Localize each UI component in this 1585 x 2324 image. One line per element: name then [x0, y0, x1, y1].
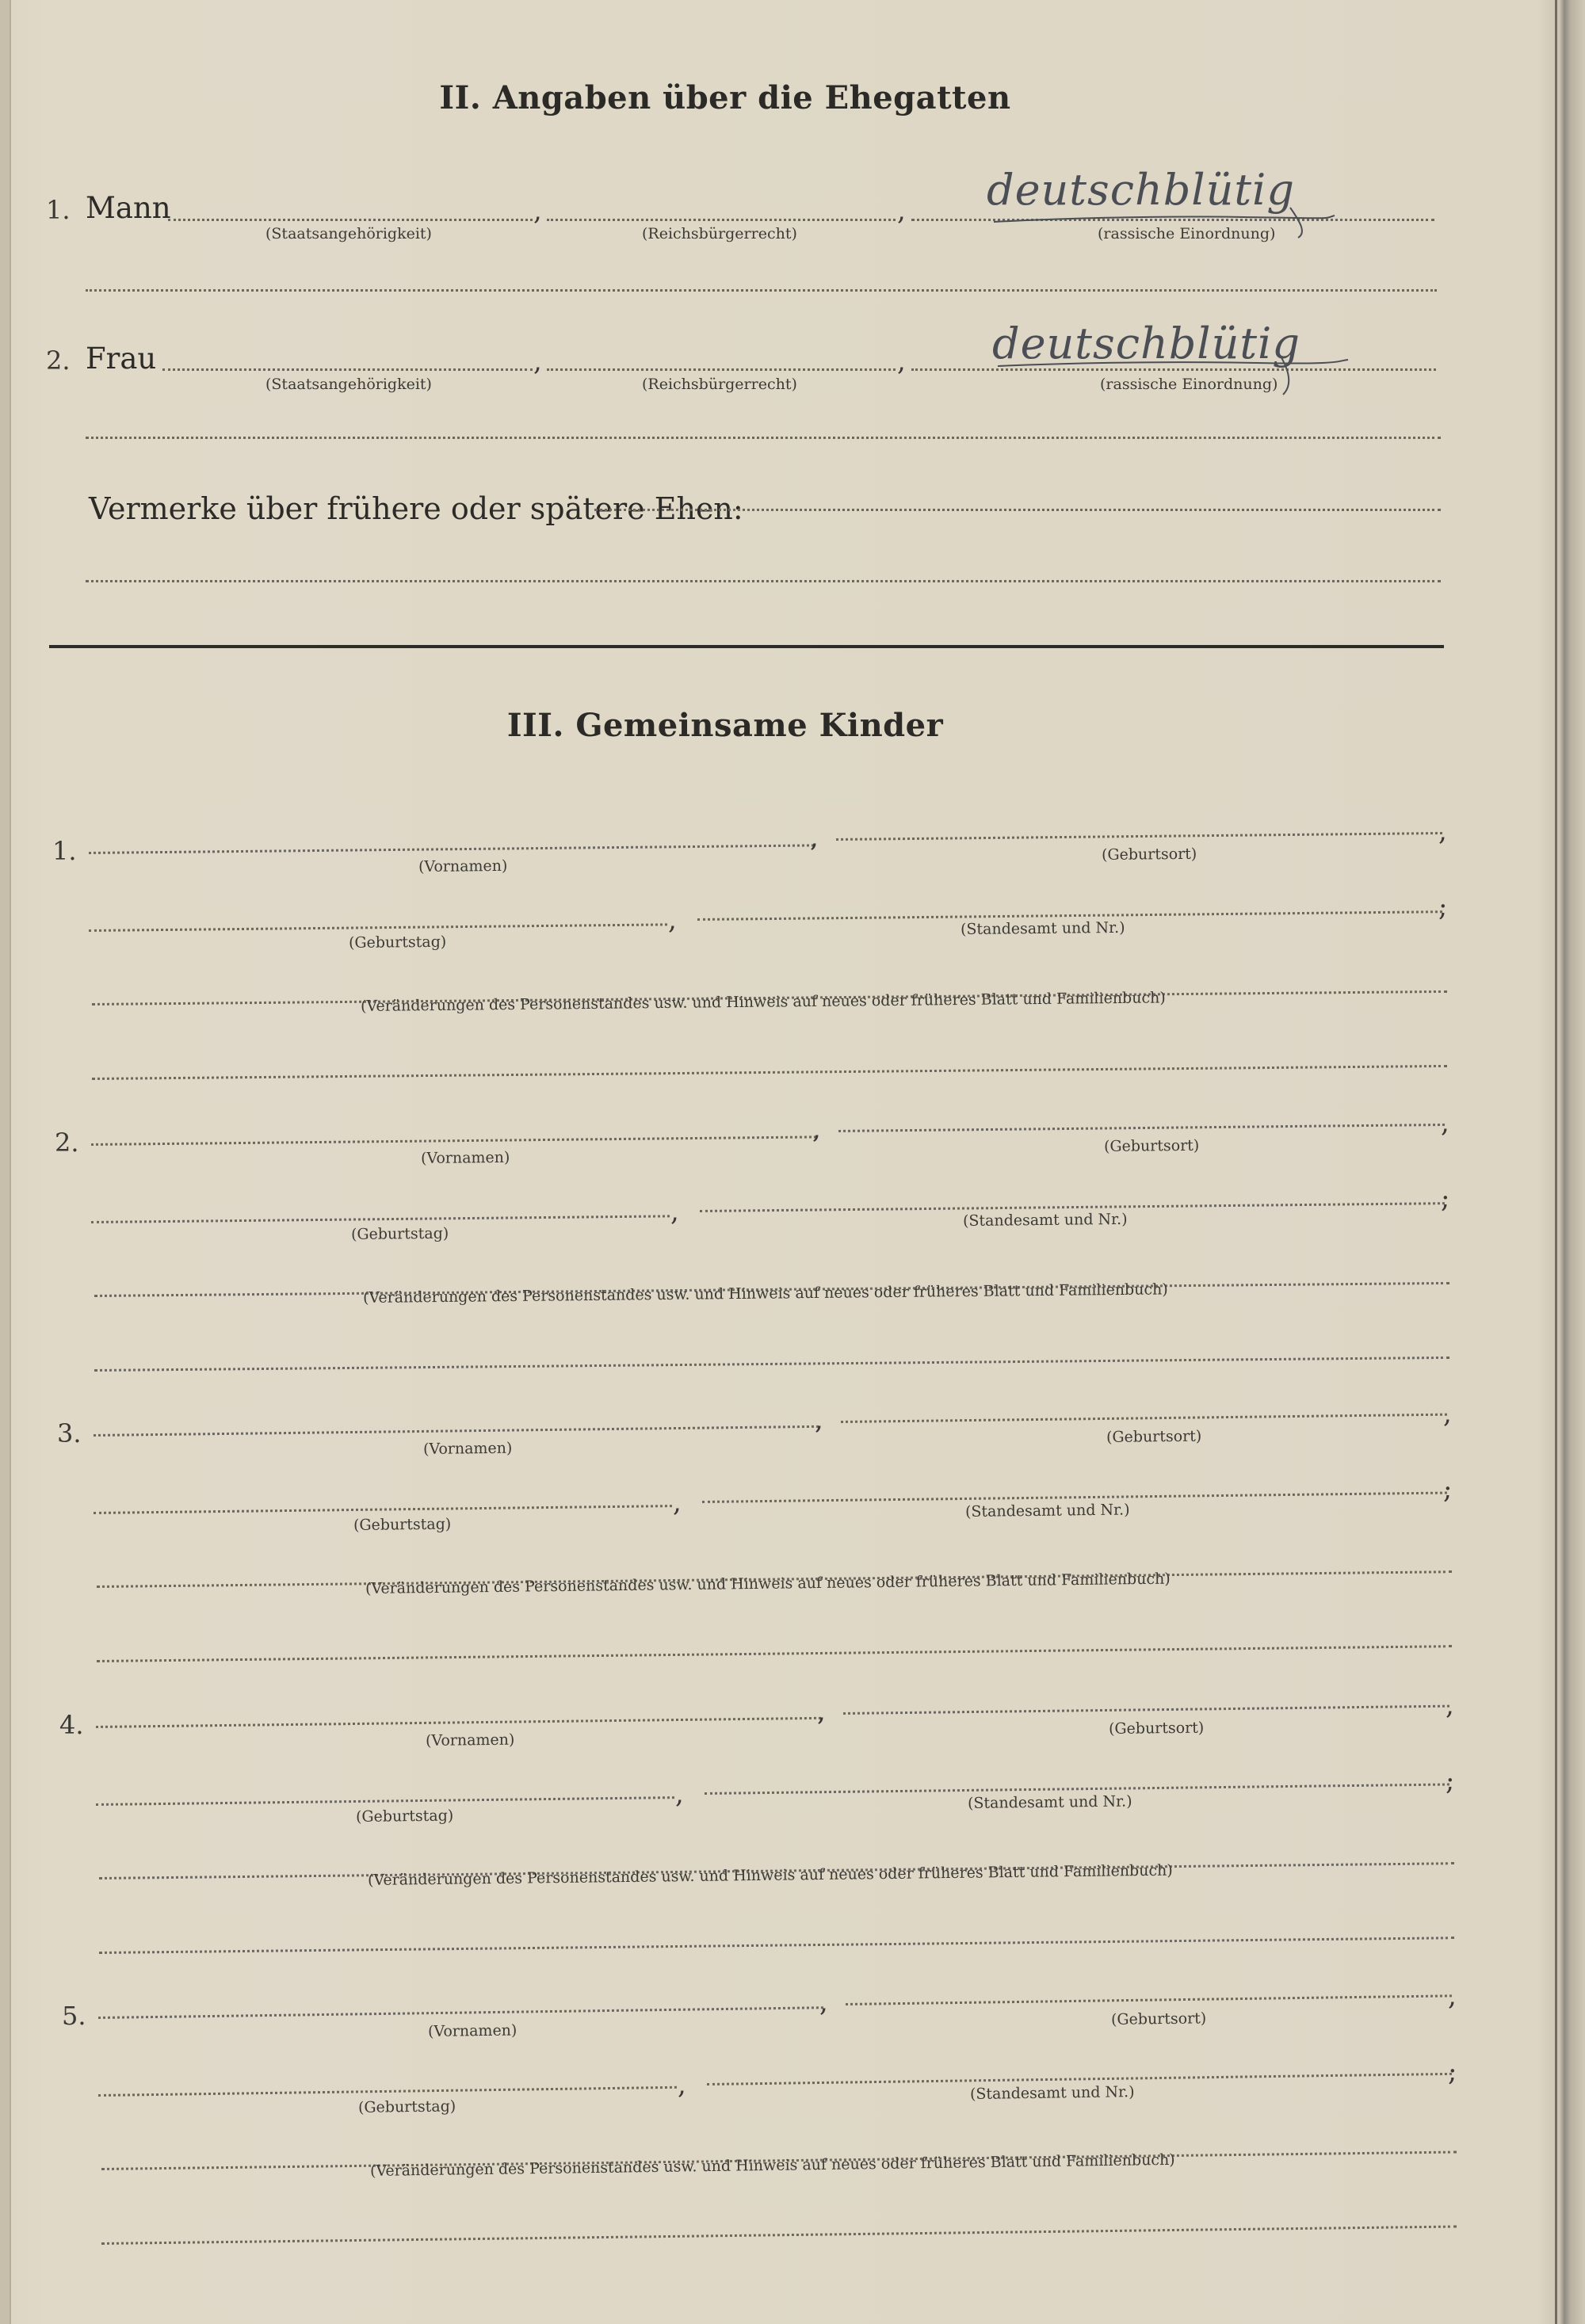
child-number: 2. [55, 1128, 79, 1158]
comma: , [897, 345, 906, 377]
child-changes-line-2[interactable] [92, 1065, 1447, 1080]
comma: , [810, 822, 819, 853]
caption-birthday: (Geburtstag) [353, 1515, 452, 1534]
spouse-2-number: 2. [46, 345, 71, 376]
semicolon: ; [1448, 2056, 1457, 2088]
spouse-1-reich-field[interactable] [547, 219, 896, 221]
remarks-field[interactable] [594, 509, 1441, 511]
child-birthplace-field[interactable] [846, 1994, 1452, 2005]
caption-registry: (Standesamt und Nr.) [969, 2083, 1135, 2103]
spouse-2-racial-value: deutschblütig [992, 319, 1300, 368]
spouse-2-reich-field[interactable] [547, 368, 896, 371]
caption-given-names: (Vornamen) [427, 2021, 518, 2040]
child-number: 1. [52, 836, 77, 866]
caption-racial: (rassische Einordnung) [1098, 225, 1276, 242]
spouse-2-citizenship-field[interactable] [162, 368, 533, 371]
comma: , [678, 2069, 686, 2101]
caption-registry: (Standesamt und Nr.) [960, 918, 1125, 938]
comma: , [1443, 1398, 1452, 1429]
child-changes-line-2[interactable] [99, 1937, 1454, 1954]
spouse-2-extra-line[interactable] [86, 437, 1441, 439]
caption-birthplace: (Geburtsort) [1110, 2009, 1207, 2028]
caption-birthplace: (Geburtsort) [1101, 845, 1197, 864]
comma: , [1446, 1689, 1454, 1721]
spouse-2-label: Frau [86, 342, 157, 376]
comma: , [1441, 1107, 1449, 1139]
caption-birthplace: (Geburtsort) [1106, 1427, 1202, 1446]
caption-changes: (Veränderungen des Personenstandes usw. und Hinweis auf neues oder früheres Blatt und Familienbuch) [362, 1280, 1168, 1307]
caption-birthday: (Geburtstag) [355, 1807, 454, 1826]
comma: , [670, 1196, 679, 1227]
caption-reich: (Reichsbürgerrecht) [642, 376, 797, 393]
caption-given-names: (Vornamen) [425, 1731, 515, 1750]
comma: , [533, 195, 542, 227]
comma: , [812, 1113, 821, 1145]
comma: , [819, 1986, 828, 2018]
spouse-1-label: Mann [86, 191, 171, 225]
comma: , [675, 1778, 684, 1810]
child-birthday-field[interactable] [89, 923, 667, 932]
semicolon: ; [1438, 891, 1448, 923]
caption-citizenship: (Staatsangehörigkeit) [265, 225, 432, 242]
binding-spine [0, 0, 11, 2324]
child-number: 4. [59, 1710, 84, 1740]
caption-birthplace: (Geburtsort) [1108, 1719, 1205, 1738]
caption-given-names: (Vornamen) [418, 857, 508, 876]
semicolon: ; [1446, 1765, 1455, 1797]
caption-given-names: (Vornamen) [422, 1439, 513, 1458]
child-given-names-field[interactable] [98, 2006, 823, 2019]
caption-changes: (Veränderungen des Personenstandes usw. und Hinweis auf neues oder früheres Blatt und Familienbuch) [365, 1570, 1171, 1597]
child-birthday-field[interactable] [96, 1796, 674, 1806]
child-birthplace-field[interactable] [838, 1124, 1445, 1132]
comma: , [1438, 815, 1447, 847]
section-divider [49, 645, 1444, 648]
child-birthday-field[interactable] [98, 2086, 677, 2097]
page-edge [1555, 0, 1557, 2324]
caption-racial: (rassische Einordnung) [1100, 376, 1278, 393]
spouse-1-racial-value: deutschblütig [987, 165, 1295, 215]
comma: , [1448, 1980, 1457, 2012]
caption-registry: (Standesamt und Nr.) [964, 1501, 1130, 1521]
child-given-names-field[interactable] [94, 1425, 819, 1437]
child-changes-line-2[interactable] [97, 1645, 1452, 1662]
caption-birthday: (Geburtstag) [357, 2097, 456, 2116]
caption-given-names: (Vornamen) [420, 1148, 510, 1167]
comma: , [817, 1696, 826, 1727]
spouse-1-extra-line[interactable] [86, 289, 1437, 292]
child-birthplace-field[interactable] [836, 832, 1442, 841]
caption-birthday: (Geburtstag) [348, 933, 447, 952]
comma: , [673, 1486, 682, 1518]
comma: , [668, 904, 677, 936]
child-birthday-field[interactable] [91, 1215, 670, 1223]
remarks-line-2[interactable] [86, 580, 1441, 582]
remarks-label: Vermerke über frühere oder spätere Ehen: [89, 491, 743, 526]
caption-reich: (Reichsbürgerrecht) [642, 225, 797, 242]
caption-changes: (Veränderungen des Personenstandes usw. und Hinweis auf neues oder früheres Blatt und Familienbuch) [360, 989, 1166, 1015]
caption-registry: (Standesamt und Nr.) [962, 1210, 1128, 1230]
spouse-1-number: 1. [46, 195, 71, 225]
caption-changes: (Veränderungen des Personenstandes usw. und Hinweis auf neues oder früheres Blatt und Familienbuch) [367, 1861, 1173, 1889]
caption-changes: (Veränderungen des Personenstandes usw. und Hinweis auf neues oder früheres Blatt und Familienbuch) [369, 2150, 1175, 2180]
child-changes-line-2[interactable] [94, 1357, 1449, 1372]
child-birthplace-field[interactable] [843, 1705, 1449, 1715]
spouse-1-citizenship-field[interactable] [168, 219, 533, 221]
section-3-heading: III. Gemeinsame Kinder [506, 707, 944, 744]
semicolon: ; [1441, 1183, 1450, 1215]
child-changes-line-2[interactable] [101, 2226, 1457, 2245]
child-given-names-field[interactable] [96, 1717, 821, 1728]
child-number: 3. [57, 1418, 82, 1448]
semicolon: ; [1443, 1474, 1453, 1505]
caption-citizenship: (Staatsangehörigkeit) [265, 376, 432, 393]
child-given-names-field[interactable] [91, 1135, 816, 1146]
caption-registry: (Standesamt und Nr.) [967, 1792, 1132, 1812]
caption-birthplace: (Geburtsort) [1103, 1136, 1200, 1155]
comma: , [533, 345, 542, 377]
child-birthday-field[interactable] [94, 1505, 672, 1514]
comma: , [897, 195, 906, 227]
child-birthplace-field[interactable] [841, 1414, 1447, 1423]
comma: , [815, 1404, 823, 1436]
section-2-heading: II. Angaben über die Ehegatten [439, 79, 1011, 116]
child-number: 5. [62, 2001, 86, 2031]
caption-birthday: (Geburtstag) [350, 1224, 449, 1243]
child-given-names-field[interactable] [89, 844, 814, 854]
